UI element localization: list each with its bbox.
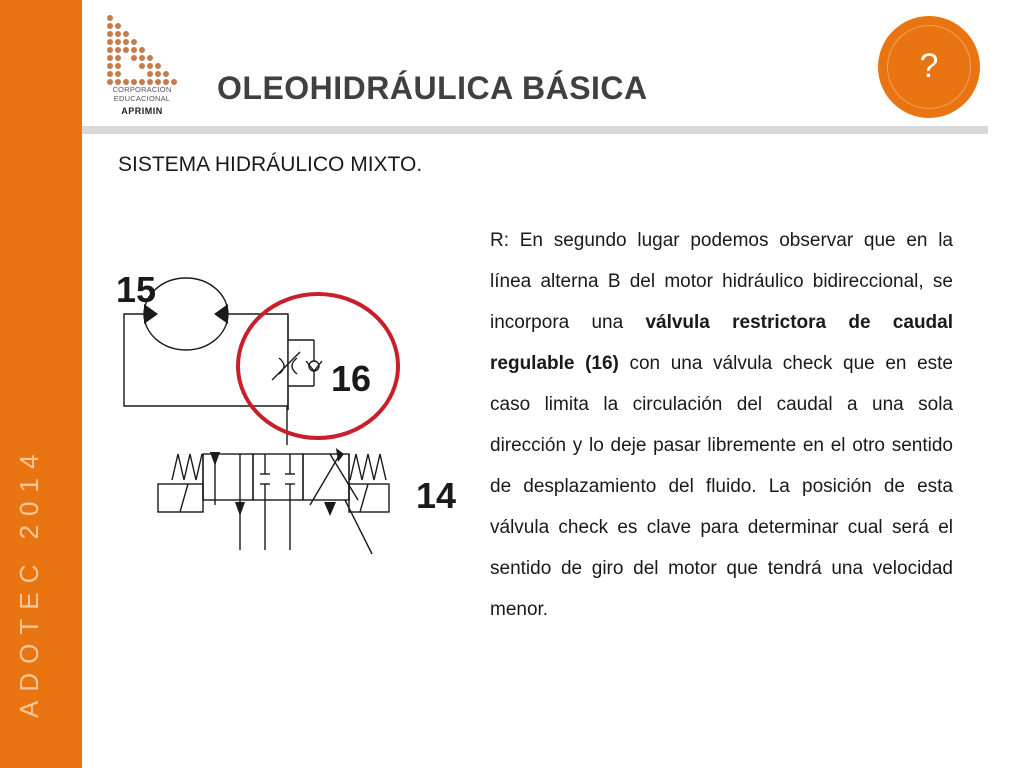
section-subtitle: SISTEMA HIDRÁULICO MIXTO. bbox=[118, 153, 423, 176]
explanation-paragraph bbox=[490, 220, 953, 630]
help-button[interactable] bbox=[878, 16, 980, 118]
label-valve-16: 16 bbox=[331, 358, 372, 399]
hydraulic-diagram bbox=[100, 240, 480, 570]
paragraph-bold1: válvula restrictora de caudal regulable (16) bbox=[490, 312, 954, 374]
sidebar-band bbox=[0, 0, 82, 768]
page-title: OLEOHIDRÁULICA BÁSICA bbox=[217, 70, 648, 106]
header-divider bbox=[82, 126, 988, 134]
logo-text-line1: CORPORACION bbox=[112, 85, 172, 94]
help-icon[interactable]: ? bbox=[887, 25, 971, 109]
logo-brand: APRIMIN bbox=[121, 106, 163, 116]
logo-text-line2: EDUCACIONAL bbox=[113, 94, 171, 103]
label-motor-15: 15 bbox=[116, 269, 157, 310]
paragraph-part1: R: En segundo lugar podemos observar que en la línea alterna B del motor hidráulico bidireccional, se incorpora una bbox=[490, 230, 953, 333]
label-directional-14: 14 bbox=[416, 475, 457, 516]
directional-valve-symbol bbox=[158, 454, 389, 554]
sidebar-vertical-text: ADOTEC 2014 bbox=[14, 445, 44, 718]
paragraph-part2: con una válvula check que en este caso limita la circulación del caudal a una sola dirección y lo deje pasar libremente en el otro sentido de desplazamiento del fluido. La posición de esta válvula check es clave para determinar cual será el sentido de giro del motor que tendrá una velocidad menor. bbox=[490, 353, 953, 620]
